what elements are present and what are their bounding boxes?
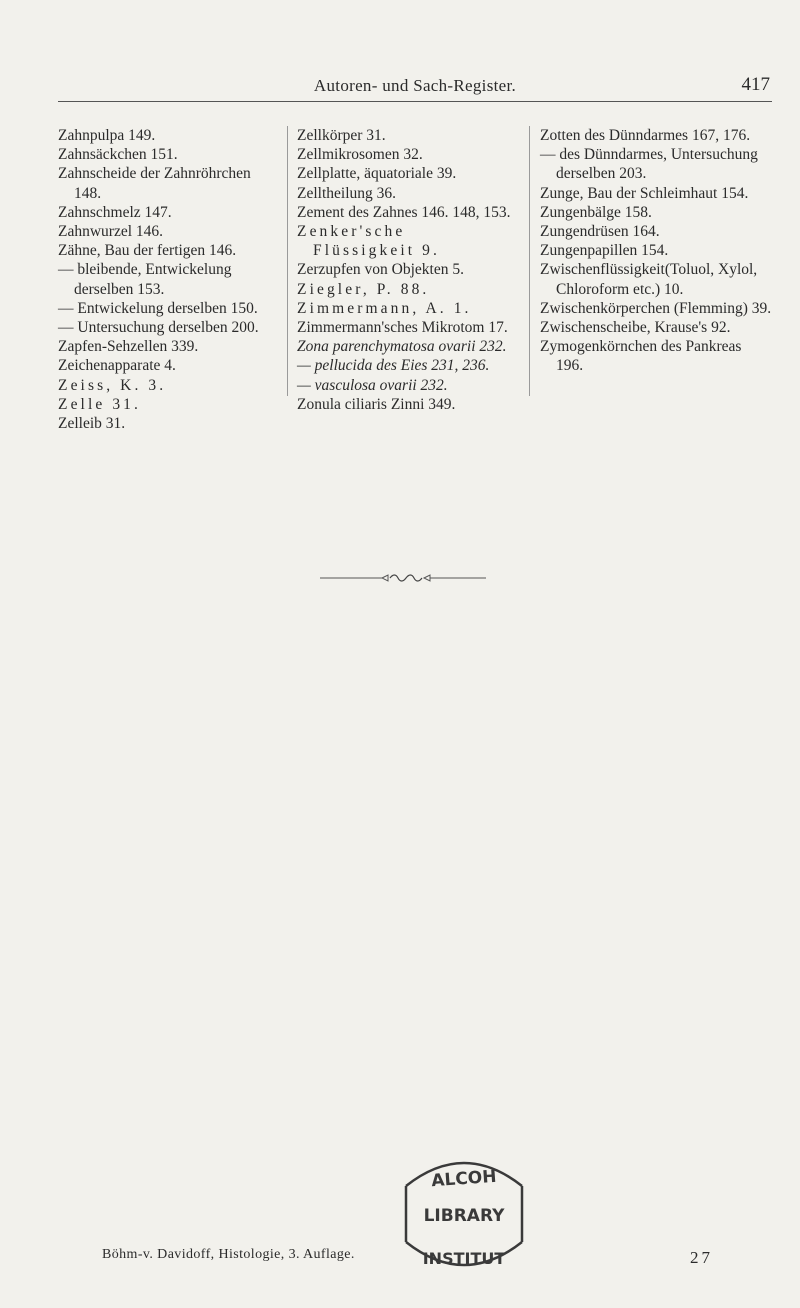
- index-entry: [540, 241, 772, 260]
- index-entry-text: Zymogenkörnchen des Pankreas 196.: [540, 338, 742, 375]
- index-entry: [58, 241, 270, 260]
- index-entry: [540, 299, 772, 318]
- index-column-2: [297, 126, 514, 414]
- index-entry: [58, 299, 270, 318]
- index-entry-text: Zahnpulpa 149.: [58, 127, 156, 144]
- index-entry: [58, 318, 270, 337]
- index-entry: [297, 126, 514, 145]
- index-entry: [297, 260, 514, 279]
- index-entry: [297, 280, 514, 299]
- index-entry: [58, 203, 270, 222]
- index-entry: [58, 356, 270, 375]
- index-entry-text: Zeiss, K. 3.: [58, 376, 167, 394]
- header-rule: [58, 101, 772, 102]
- footer-citation: Böhm-v. Davidoff, Histologie, 3. Auflage.: [102, 1247, 355, 1262]
- index-entry-text: Zerzupfen von Objekten 5.: [297, 261, 464, 279]
- index-entry-text: Zellmikrosomen 32.: [297, 146, 423, 164]
- index-entry-text: — vasculosa ovarii 232.: [297, 376, 448, 394]
- stamp-middle-text: LIBRARY: [423, 1206, 505, 1226]
- index-entry-text: Zement des Zahnes 146. 148, 153.: [297, 203, 511, 221]
- index-entry: [58, 337, 270, 356]
- column-divider: [287, 126, 288, 396]
- index-entry-text: Zungenpapillen 154.: [540, 242, 669, 260]
- running-title: Autoren- und Sach-Register.: [313, 76, 517, 95]
- index-entry-text: — bleibende, Entwickelung derselben 153.: [58, 261, 232, 298]
- index-entry-text: Zähne, Bau der fertigen 146.: [58, 242, 237, 260]
- index-entry-text: Zimmermann, A. 1.: [297, 299, 472, 317]
- library-stamp: [396, 1146, 532, 1282]
- index-entry: [58, 395, 270, 414]
- index-column-3: [540, 126, 772, 376]
- index-entry: [297, 318, 514, 337]
- index-entry: [58, 414, 270, 433]
- index-entry-text: Zahnsäckchen 151.: [58, 146, 178, 164]
- column-divider: [529, 126, 530, 396]
- index-entry-text: — Untersuchung derselben 200.: [58, 319, 259, 337]
- index-entry: [297, 299, 514, 318]
- index-entry: [297, 222, 514, 260]
- index-entry-text: Zimmermann'sches Mikrotom 17.: [297, 319, 508, 337]
- index-entry: [297, 356, 514, 375]
- index-entry: [297, 337, 514, 356]
- index-entry-text: Zona parenchymatosa ovarii 232.: [297, 338, 507, 356]
- index-entry-text: — des Dünndarmes, Untersuchung derselben 203.: [540, 146, 758, 183]
- ornament-divider: [320, 573, 486, 583]
- index-entry-text: Zelle 31.: [58, 395, 141, 413]
- index-entry: [540, 184, 772, 203]
- index-entry-text: Zellplatte, äquatoriale 39.: [297, 165, 457, 183]
- index-entry: [297, 376, 514, 395]
- index-entry-text: Ziegler, P. 88.: [297, 280, 430, 298]
- index-entry-text: Zonula ciliaris Zinni 349.: [297, 395, 456, 413]
- index-entry-text: Zungenbälge 158.: [540, 203, 652, 221]
- index-entry: [58, 164, 270, 202]
- index-entry: [540, 126, 772, 145]
- index-entry: [58, 376, 270, 395]
- index-entry-text: Zelltheilung 36.: [297, 184, 397, 202]
- stamp-bottom-text: INSTITUT: [422, 1249, 506, 1268]
- index-entry: [540, 318, 772, 337]
- index-entry-text: Zelleib 31.: [58, 415, 126, 433]
- index-entry-text: — Entwickelung derselben 150.: [58, 299, 258, 317]
- index-entry-text: Zunge, Bau der Schleimhaut 154.: [540, 184, 749, 202]
- index-entry: [297, 164, 514, 183]
- index-entry-text: Zenker'sche Flüssigkeit 9.: [297, 223, 440, 260]
- index-entry-text: Zeichenapparate 4.: [58, 357, 176, 375]
- index-column-1: [58, 126, 270, 433]
- index-entry: [540, 203, 772, 222]
- index-entry-text: Zwischenflüssigkeit(Toluol, Xylol, Chloroform etc.) 10.: [540, 261, 758, 298]
- index-entry: [58, 126, 270, 145]
- page-number: 417: [741, 74, 770, 95]
- index-entry-text: Zwischenscheibe, Krause's 92.: [540, 319, 731, 337]
- index-entry: [297, 184, 514, 203]
- index-entry-text: Zellkörper 31.: [297, 127, 386, 144]
- footer-signature: 27: [690, 1248, 713, 1267]
- index-entry: [297, 203, 514, 222]
- index-entry-text: Zotten des Dünndarmes 167, 176.: [540, 127, 751, 144]
- index-entry: [540, 145, 772, 183]
- index-entry-text: Zahnschmelz 147.: [58, 203, 172, 221]
- index-entry: [58, 222, 270, 241]
- index-entry: [297, 145, 514, 164]
- index-entry-text: Zahnscheide der Zahnröhrchen 148.: [58, 165, 251, 202]
- index-entry-text: Zapfen-Sehzellen 339.: [58, 338, 199, 356]
- index-entry-text: Zahnwurzel 146.: [58, 223, 164, 241]
- index-entry: [540, 260, 772, 298]
- index-entry-text: — pellucida des Eies 231, 236.: [297, 357, 490, 375]
- index-entry: [58, 145, 270, 164]
- stamp-top-text: ALCOH: [430, 1166, 498, 1192]
- index-entry: [540, 222, 772, 241]
- index-entry-text: Zungendrüsen 164.: [540, 223, 660, 241]
- index-entry: [540, 337, 772, 375]
- index-entry: [58, 260, 270, 298]
- page-header: [58, 76, 772, 106]
- index-entry: [297, 395, 514, 414]
- index-entry-text: Zwischenkörperchen (Flemming) 39.: [540, 299, 772, 317]
